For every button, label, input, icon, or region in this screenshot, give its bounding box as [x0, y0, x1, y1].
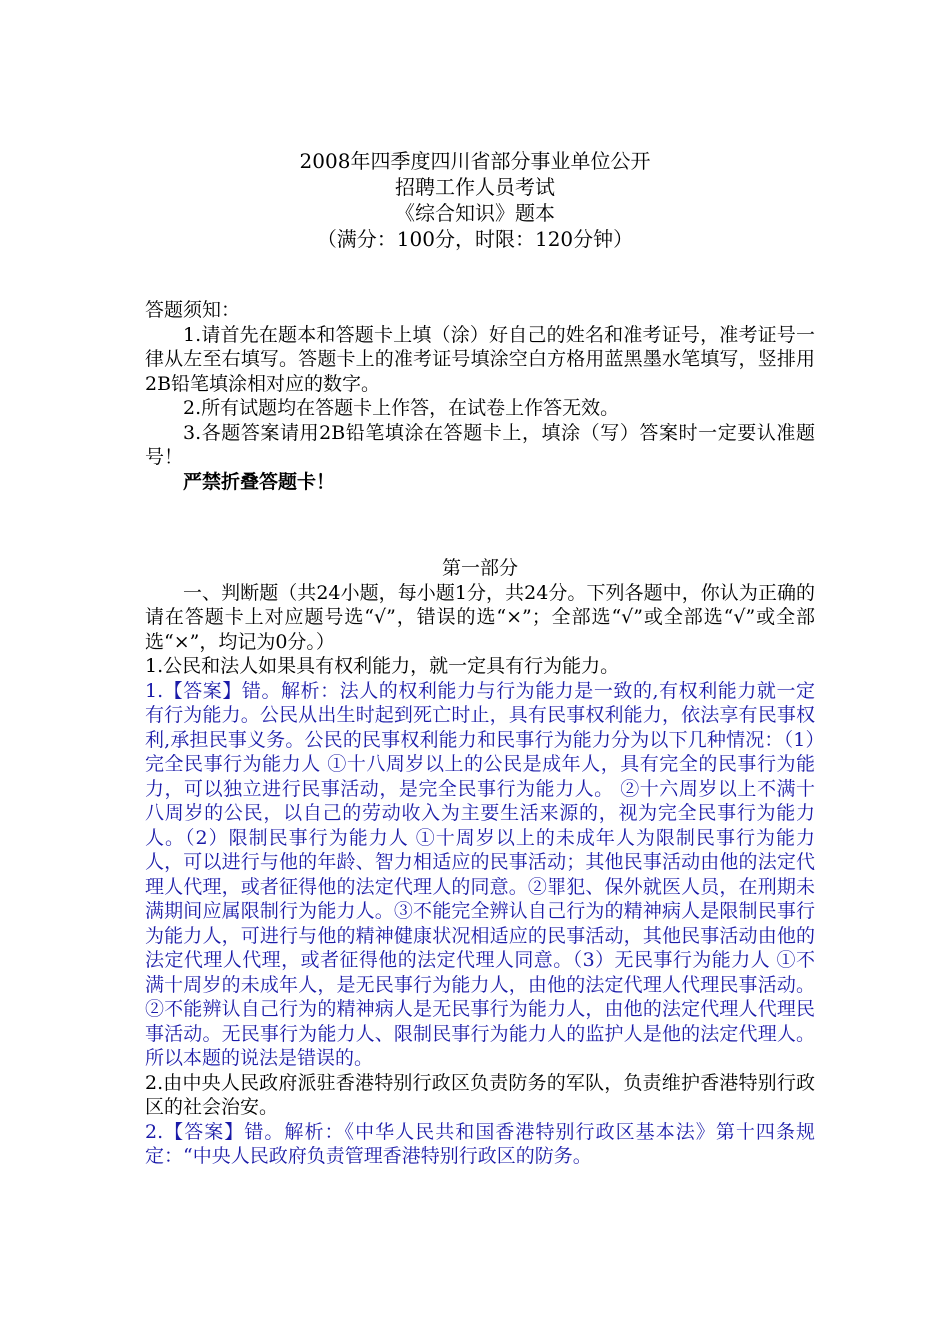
document-title-block	[0, 148, 950, 252]
title-line-1: 2008年四季度四川省部分事业单位公开	[299, 149, 651, 173]
title-line-3: 《综合知识》题本	[395, 201, 555, 225]
question-2: 2.由中央人民政府派驻香港特别行政区负责防务的军队，负责维护香港特别行政区的社会治安。	[145, 1071, 815, 1118]
document-body	[145, 298, 815, 1169]
section-spacer	[145, 494, 815, 556]
title-line-4: （满分：100分，时限：120分钟）	[316, 227, 634, 251]
notice-heading: 答题须知：	[145, 299, 241, 321]
part-instructions: 一、判断题（共24小题，每小题1分，共24分。下列各题中，你认为正确的请在答题卡上对应题号选“√”，错误的选“×”；全部选“√”或全部选“√”或全部选“×”，均记为0分。）	[145, 581, 815, 653]
answer-1: 1.【答案】错。解析：法人的权利能力与行为能力是一致的,有权利能力就一定有行为能力。公民从出生时起到死亡时止，具有民事权利能力，依法享有民事权利,承担民事义务。公民的民事权利能力和民事行为能力分为以下几种情况：（1）完全民事行为能力人 ①十八周岁以上的公民是成年人，具有完全的民事行为能力，可以独立进行民事活动，是完全民事行为能力人。 ②十六周岁以上不满十八周岁的公民，以自己的劳动收入为主要生活来源的，视为完全民事行为能力人。（2）限制民事行为能力人 ①十周岁以上的未成年人为限制民事行为能力人，可以进行与他的年龄、智力相适应的民事活动；其他民事活动由他的法定代理人代理，或者征得他的法定代理人的同意。②罪犯、保外就医人员，在刑期未满期间应属限制行为能力人。③不能完全辨认自己行为的精神病人是限制民事行为能力人，可进行与他的精神健康状况相适应的民事活动，其他民事活动由他的法定代理人代理，或者征得他的法定代理人同意。（3）无民事行为能力人 ①不满十周岁的未成年人，是无民事行为能力人，由他的法定代理人代理民事活动。②不能辨认自己行为的精神病人是无民事行为能力人，由他的法定代理人代理民事活动。无民事行为能力人、限制民事行为能力人的监护人是他的法定代理人。所以本题的说法是错误的。	[145, 679, 815, 1069]
title-line-2: 招聘工作人员考试	[395, 175, 555, 199]
question-1: 1.公民和法人如果具有权利能力，就一定具有行为能力。	[145, 655, 620, 677]
notice-item-1: 1.请首先在题本和答题卡上填（涂）好自己的姓名和准考证号，准考证号一律从左至右填写。答题卡上的准考证号填涂空白方格用蓝黑墨水笔填写，竖排用2B铅笔填涂相对应的数字。	[145, 323, 815, 395]
answer-2: 2.【答案】错。解析：《中华人民共和国香港特别行政区基本法》第十四条规定：“中央人民政府负责管理香港特别行政区的防务。	[145, 1120, 815, 1167]
part-title: 第一部分	[441, 557, 518, 579]
notice-item-3: 3.各题答案请用2B铅笔填涂在答题卡上，填涂（写）答案时一定要认准题号！	[145, 421, 815, 468]
notice-item-2: 2.所有试题均在答题卡上作答，在试卷上作答无效。	[183, 397, 620, 419]
notice-warning: 严禁折叠答题卡！	[183, 470, 336, 493]
